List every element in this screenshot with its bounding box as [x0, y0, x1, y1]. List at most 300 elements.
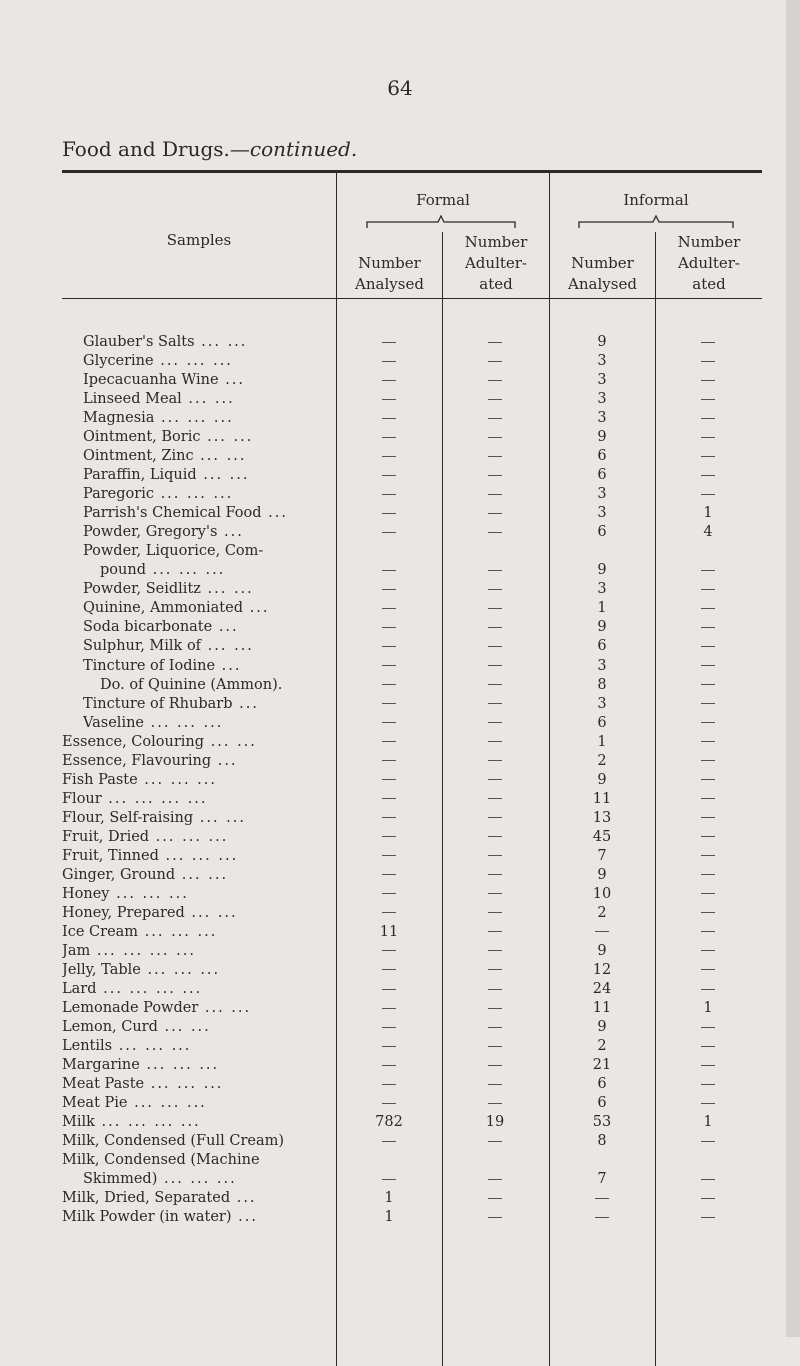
dash-mark — [382, 665, 396, 666]
cell-f-an — [337, 752, 441, 771]
cell-f-ad — [443, 428, 547, 447]
table-row — [0, 561, 780, 580]
table-row — [0, 333, 780, 352]
cell-f-an — [337, 523, 441, 542]
cell-f-an — [337, 485, 441, 504]
cell-i-ad — [656, 885, 760, 904]
table-row — [0, 714, 780, 733]
dash-mark — [701, 1046, 715, 1047]
cell-i-ad — [656, 809, 760, 828]
dash-mark — [382, 399, 396, 400]
sample-label: Quinine, Ammoniated — [83, 600, 243, 617]
sample-name — [62, 961, 330, 980]
cell-i-an — [550, 1189, 654, 1208]
header-formal: Formal — [416, 191, 470, 209]
cell-f-ad — [443, 599, 547, 618]
header-informal-number-adulterated: Number Adulter- ated — [677, 233, 741, 293]
sample-label: Soda bicarbonate — [83, 619, 213, 636]
cell-i-an: 10 — [592, 885, 612, 902]
cell-f-an — [337, 714, 441, 733]
cell-i-an: 6 — [597, 638, 607, 655]
sample-label: Paregoric — [83, 486, 154, 503]
cell-f-an — [337, 961, 441, 980]
sample-name — [62, 1075, 330, 1094]
cell-i-an: 9 — [597, 619, 607, 636]
cell-i-ad — [656, 485, 760, 504]
dash-mark — [488, 1103, 502, 1104]
cell-i-an: 9 — [597, 1019, 607, 1036]
dash-mark — [701, 1103, 715, 1104]
leader-dots: ... ... ... — [157, 1171, 237, 1188]
dash-mark — [488, 817, 502, 818]
cell-i-ad — [656, 676, 760, 695]
dash-mark — [488, 1141, 502, 1142]
cell-f-an — [337, 980, 441, 999]
sample-label: Tincture of Rhubarb — [83, 695, 233, 712]
table-row — [0, 1018, 780, 1037]
cell-i-an: 3 — [597, 410, 607, 427]
leader-dots: ... ... — [175, 866, 229, 883]
cell-f-ad — [443, 580, 547, 599]
dash-mark — [488, 1008, 502, 1009]
header-informal: Informal — [623, 191, 689, 209]
dash-mark — [701, 684, 715, 685]
sample-name — [62, 999, 330, 1018]
dash-mark — [382, 513, 396, 514]
cell-f-ad — [443, 352, 547, 371]
sample-label: Meat Pie — [62, 1095, 128, 1112]
cell-i-an: 21 — [592, 1057, 612, 1074]
cell-f-an — [337, 847, 441, 866]
sample-name — [83, 637, 330, 656]
dash-mark — [701, 646, 715, 647]
table-row — [0, 504, 780, 523]
sample-label: Paraffin, Liquid — [83, 467, 197, 484]
cell-i-an: 8 — [597, 1133, 607, 1150]
cell-f-ad — [443, 1189, 547, 1208]
dash-mark — [382, 817, 396, 818]
sample-name — [83, 352, 330, 371]
leader-dots: ... ... — [200, 429, 254, 446]
dash-mark — [382, 342, 396, 343]
table-row — [0, 390, 780, 409]
cell-f-ad — [443, 771, 547, 790]
leader-dots: ... ... ... — [140, 961, 221, 978]
dash-mark — [701, 912, 715, 913]
sample-name — [62, 847, 330, 866]
cell-f-ad — [443, 523, 547, 542]
cell-i-an: 3 — [597, 695, 607, 712]
table-row — [0, 371, 780, 390]
cell-i-ad — [656, 333, 760, 352]
dash-mark — [701, 570, 715, 571]
cell-i-an: 1 — [597, 600, 607, 617]
dash-mark — [488, 836, 502, 837]
cell-f-ad — [443, 618, 547, 637]
dash-mark — [701, 855, 715, 856]
leader-dots: ... — [261, 505, 288, 522]
cell-f-an — [337, 618, 441, 637]
cell-i-an: 3 — [597, 391, 607, 408]
cell-i-an: 3 — [597, 581, 607, 598]
cell-f-ad — [443, 1037, 547, 1056]
cell-i-ad — [656, 409, 760, 428]
cell-i-ad — [656, 714, 760, 733]
cell-f-ad — [443, 1208, 547, 1227]
cell-i-an: 8 — [597, 676, 607, 693]
cell-f-an — [337, 733, 441, 752]
dash-mark — [382, 1027, 396, 1028]
sample-name — [83, 504, 330, 523]
table-row — [0, 961, 780, 980]
dash-mark — [701, 1141, 715, 1142]
cell-i-ad — [656, 733, 760, 752]
dash-mark — [488, 1084, 502, 1085]
cell-i-ad — [656, 923, 760, 942]
dash-mark — [488, 532, 502, 533]
table-row — [0, 752, 780, 771]
sample-label: Jelly, Table — [62, 961, 141, 978]
sample-label: Ice Cream — [62, 923, 139, 940]
cell-i-ad — [656, 790, 760, 809]
cell-i-ad: 1 — [703, 1114, 713, 1131]
cell-f-ad: 19 — [485, 1114, 505, 1131]
leader-dots: ... ... ... — [149, 828, 229, 845]
leader-dots: ... ... ... ... — [94, 1114, 201, 1131]
dash-mark — [488, 950, 502, 951]
cell-f-an: 1 — [384, 1190, 394, 1207]
dash-mark — [488, 1027, 502, 1028]
dash-mark — [382, 532, 396, 533]
cell-i-an: 3 — [597, 486, 607, 503]
sample-name — [62, 809, 330, 828]
dash-mark — [382, 1179, 396, 1180]
sample-label: Lentils — [62, 1038, 113, 1055]
dash-mark — [488, 855, 502, 856]
dash-mark — [382, 475, 396, 476]
sample-label: Powder, Seidlitz — [83, 581, 201, 598]
sample-name — [83, 580, 330, 599]
dash-mark — [701, 798, 715, 799]
sample-label: Honey, Prepared — [62, 904, 185, 921]
sample-label: Lemon, Curd — [62, 1019, 158, 1036]
cell-i-an: 9 — [597, 429, 607, 446]
leader-dots: ... ... ... ... — [101, 790, 208, 807]
leader-dots: ... ... — [201, 638, 254, 655]
sample-label: Lemonade Powder — [62, 1000, 199, 1017]
dash-mark — [701, 989, 715, 990]
sample-label: Parrish's Chemical Food — [83, 505, 262, 522]
sample-label: Honey — [62, 885, 110, 902]
table-row — [0, 733, 780, 752]
dash-mark — [382, 1065, 396, 1066]
sample-name — [83, 485, 330, 504]
table-row — [0, 695, 780, 714]
leader-dots: ... ... ... — [158, 847, 239, 864]
cell-i-an — [550, 1208, 654, 1227]
cell-i-ad — [656, 980, 760, 999]
cell-f-ad — [443, 847, 547, 866]
table-row — [0, 1189, 780, 1208]
sample-label: Ointment, Boric — [83, 429, 201, 446]
sample-label: Ointment, Zinc — [83, 448, 194, 465]
cell-i-an: 6 — [597, 1095, 607, 1112]
cell-f-ad — [443, 828, 547, 847]
cell-i-an — [550, 923, 654, 942]
cell-i-an: 11 — [592, 1000, 612, 1017]
dash-mark — [382, 1084, 396, 1085]
dash-mark — [595, 931, 609, 932]
cell-f-an — [337, 504, 441, 523]
sample-name — [62, 790, 330, 809]
cell-f-an — [337, 657, 441, 676]
sample-label: Milk, Condensed (Machine — [62, 1152, 260, 1169]
cell-f-an: 11 — [379, 923, 399, 940]
cell-f-an — [337, 942, 441, 961]
dash-mark — [488, 741, 502, 742]
cell-i-ad — [656, 352, 760, 371]
dash-mark — [701, 779, 715, 780]
cell-f-ad — [443, 637, 547, 656]
cell-f-ad — [443, 1132, 547, 1151]
sample-name — [62, 1208, 330, 1227]
cell-i-ad — [656, 904, 760, 923]
sample-label: Glauber's Salts — [83, 334, 195, 350]
sample-name — [83, 542, 330, 561]
dash-mark — [382, 646, 396, 647]
cell-i-ad — [656, 599, 760, 618]
cell-f-an — [337, 1170, 441, 1189]
table-row — [0, 809, 780, 828]
sample-label: Jam — [62, 942, 91, 959]
sample-label: Meat Paste — [62, 1076, 145, 1093]
cell-i-ad: 1 — [703, 1000, 713, 1017]
table-row — [0, 866, 780, 885]
dash-mark — [382, 437, 396, 438]
dash-mark — [488, 456, 502, 457]
dash-mark — [701, 418, 715, 419]
cell-i-ad: 4 — [703, 524, 713, 541]
dash-mark — [595, 1198, 609, 1199]
cell-f-ad — [443, 1018, 547, 1037]
table-row — [0, 999, 780, 1018]
sample-name — [83, 333, 330, 352]
leader-dots: ... ... ... ... — [96, 981, 203, 998]
cell-f-ad — [443, 923, 547, 942]
cell-f-ad — [443, 676, 547, 695]
dash-mark — [488, 342, 502, 343]
dash-mark — [488, 893, 502, 894]
cell-f-ad — [443, 809, 547, 828]
table-row — [0, 542, 780, 561]
cell-f-an — [337, 885, 441, 904]
sample-name — [62, 885, 330, 904]
cell-f-an: 782 — [375, 1114, 403, 1131]
dash-mark — [488, 646, 502, 647]
sample-label: Milk, Condensed (Full Cream) — [62, 1133, 285, 1150]
sample-name — [62, 866, 330, 885]
dash-mark — [488, 722, 502, 723]
leader-dots: ... — [218, 372, 246, 389]
dash-mark — [701, 437, 715, 438]
dash-mark — [382, 741, 396, 742]
dash-mark — [382, 893, 396, 894]
leader-dots: ... ... — [204, 733, 257, 750]
sample-name — [100, 561, 330, 580]
cell-f-an — [337, 352, 441, 371]
cell-i-an: 2 — [597, 904, 607, 921]
dash-mark — [701, 494, 715, 495]
leader-dots: ... ... ... — [144, 1076, 224, 1093]
table-row — [0, 618, 780, 637]
cell-f-ad — [443, 1075, 547, 1094]
sample-name — [62, 980, 330, 999]
table-row — [0, 1151, 780, 1170]
cell-i-an: 3 — [597, 505, 607, 522]
dash-mark — [701, 1198, 715, 1199]
cell-i-ad — [656, 695, 760, 714]
dash-mark — [488, 361, 502, 362]
dash-mark — [488, 1046, 502, 1047]
sample-name — [83, 428, 330, 447]
dash-mark — [701, 608, 715, 609]
dash-mark — [701, 931, 715, 932]
dash-mark — [701, 874, 715, 875]
dash-mark — [488, 570, 502, 571]
leader-dots: ... ... — [181, 391, 235, 408]
sample-name — [83, 447, 330, 466]
leader-dots: ... ... — [200, 581, 254, 598]
cell-f-ad — [443, 695, 547, 714]
cell-f-an — [337, 1018, 441, 1037]
cell-f-an — [337, 676, 441, 695]
sample-label: Ipecacuanha Wine — [83, 372, 219, 389]
dash-mark — [382, 989, 396, 990]
leader-dots: ... ... — [198, 1000, 252, 1017]
cell-i-ad — [656, 1018, 760, 1037]
dash-mark — [382, 798, 396, 799]
informal-brace — [578, 215, 734, 229]
page-edge — [786, 0, 800, 1337]
cell-f-an — [337, 695, 441, 714]
page-heading — [62, 137, 357, 161]
cell-f-ad — [443, 1056, 547, 1075]
dash-mark — [701, 361, 715, 362]
sample-label: Sulphur, Milk of — [83, 638, 202, 655]
dash-mark — [701, 589, 715, 590]
sample-name — [62, 1113, 330, 1132]
leader-dots: ... ... — [184, 904, 238, 921]
cell-i-an: 6 — [597, 1076, 607, 1093]
table-row — [0, 1056, 780, 1075]
cell-f-an: 1 — [384, 1209, 394, 1226]
sample-label: Vaseline — [83, 714, 145, 731]
dash-mark — [488, 798, 502, 799]
cell-f-an — [337, 371, 441, 390]
cell-f-ad — [443, 904, 547, 923]
dash-mark — [701, 1179, 715, 1180]
dash-mark — [488, 589, 502, 590]
cell-f-ad — [443, 371, 547, 390]
sample-name — [62, 771, 330, 790]
table-row — [0, 466, 780, 485]
cell-i-an: 2 — [597, 1038, 607, 1055]
cell-f-ad — [443, 1094, 547, 1113]
dash-mark — [382, 950, 396, 951]
cell-i-an: 6 — [597, 448, 607, 465]
table-row — [0, 1208, 780, 1227]
dash-mark — [701, 741, 715, 742]
table-row — [0, 1094, 780, 1113]
dash-mark — [488, 380, 502, 381]
cell-f-ad — [443, 409, 547, 428]
dash-mark — [488, 1217, 502, 1218]
cell-i-an: 53 — [592, 1114, 612, 1131]
dash-mark — [701, 969, 715, 970]
dash-mark — [701, 380, 715, 381]
heading-continued: continued. — [249, 137, 358, 161]
sample-name — [100, 676, 330, 695]
cell-i-ad — [656, 828, 760, 847]
leader-dots: ... — [231, 1209, 258, 1226]
dash-mark — [488, 989, 502, 990]
leader-dots: ... — [232, 695, 259, 712]
sample-label: Essence, Flavouring — [62, 752, 212, 769]
dash-mark — [701, 703, 715, 704]
cell-f-ad — [443, 485, 547, 504]
cell-i-ad — [656, 961, 760, 980]
sample-label: Flour, Self-raising — [62, 809, 194, 826]
dash-mark — [382, 1008, 396, 1009]
sample-label: Lard — [62, 981, 97, 998]
cell-f-an — [337, 771, 441, 790]
dash-mark — [595, 1217, 609, 1218]
cell-f-ad — [443, 466, 547, 485]
cell-i-ad — [656, 1170, 760, 1189]
dash-mark — [701, 836, 715, 837]
dash-mark — [382, 1046, 396, 1047]
leader-dots: ... ... ... ... — [90, 942, 196, 959]
dash-mark — [701, 627, 715, 628]
table-row — [0, 790, 780, 809]
sample-name — [62, 1037, 330, 1056]
leader-dots: ... ... ... — [137, 771, 217, 788]
dash-mark — [488, 760, 502, 761]
leader-dots: ... — [243, 600, 270, 617]
cell-i-ad — [656, 580, 760, 599]
cell-f-an — [337, 390, 441, 409]
cell-i-ad — [656, 847, 760, 866]
sample-name — [62, 1018, 330, 1037]
dash-mark — [701, 1027, 715, 1028]
cell-f-ad — [443, 999, 547, 1018]
dash-mark — [382, 855, 396, 856]
table-row — [0, 1170, 780, 1189]
cell-i-ad — [656, 1056, 760, 1075]
cell-i-ad — [656, 561, 760, 580]
sample-label: Fruit, Tinned — [62, 847, 159, 864]
table-row — [0, 942, 780, 961]
leader-dots: ... ... ... — [154, 410, 234, 427]
sample-label: pound — [100, 562, 146, 579]
sample-name — [83, 1170, 330, 1189]
dash-mark — [382, 969, 396, 970]
sample-name — [83, 523, 330, 542]
cell-i-an: 6 — [597, 714, 607, 731]
dash-mark — [382, 703, 396, 704]
sample-name — [62, 923, 330, 942]
table-row — [0, 1132, 780, 1151]
